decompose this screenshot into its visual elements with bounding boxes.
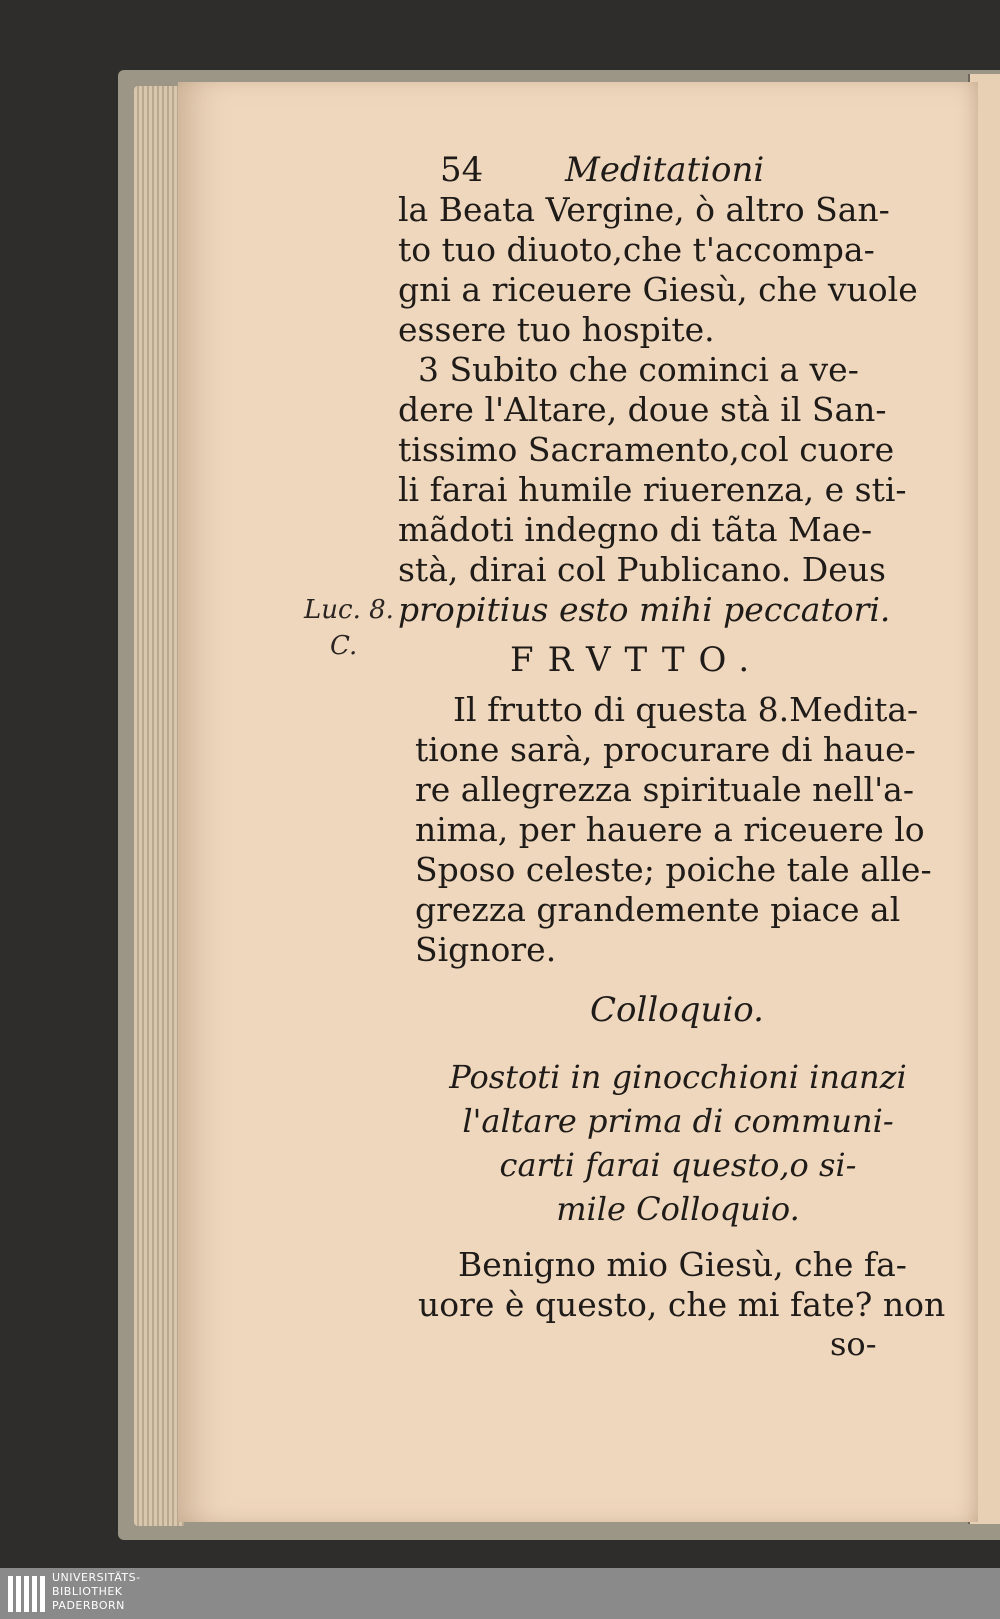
closing-line: uore è questo, che mi fate? non: [418, 1285, 946, 1324]
body-line: mãdoti indegno di tãta Mae-: [398, 510, 873, 549]
library-name-line: PADERBORN: [52, 1599, 125, 1612]
fruit-line: grezza grandemente piace al: [415, 890, 901, 929]
fruit-text-block: [415, 690, 932, 970]
body-line: la Beata Vergine, ò altro San-: [398, 190, 890, 229]
page-edges: [134, 86, 184, 1526]
body-text-block: [398, 190, 918, 630]
closing-text-block: [418, 1245, 945, 1325]
rubric-line: mile Colloquio.: [556, 1190, 800, 1228]
fruit-line: re allegrezza spirituale nell'a-: [415, 770, 914, 809]
body-line: dere l'Altare, doue stà il San-: [398, 390, 887, 429]
library-name-line: BIBLIOTHEK: [52, 1585, 123, 1598]
fruit-line: nima, per hauere a riceuere lo: [415, 810, 925, 849]
rubric-line: Postoti in ginocchioni inanzi: [449, 1058, 907, 1096]
catchword: so-: [830, 1325, 877, 1363]
page-number: 54: [440, 150, 484, 190]
rubric-line: l'altare prima di communi-: [462, 1102, 894, 1140]
margin-note-line: Luc. 8.: [304, 595, 394, 625]
fruit-line: Il frutto di questa 8.Medita-: [453, 690, 919, 729]
body-line: li farai humile riuerenza, e sti-: [398, 470, 907, 509]
fruit-line: tione sarà, procurare di haue-: [415, 730, 916, 769]
library-name: [52, 1571, 141, 1613]
section-heading-colloquio: Colloquio.: [590, 990, 764, 1030]
margin-note-line: C.: [330, 631, 358, 661]
body-line: gni a riceuere Giesù, che vuole: [398, 270, 918, 309]
body-line-latin: propitius esto mihi peccatori.: [398, 590, 891, 629]
fruit-line: Signore.: [415, 930, 557, 969]
library-name-line: UNIVERSITÄTS-: [52, 1571, 141, 1584]
body-line: tissimo Sacramento,col cuore: [398, 430, 895, 469]
section-heading-fruit: FRVTTO.: [510, 640, 764, 680]
body-line: to tuo diuoto,che t'accompa-: [398, 230, 875, 269]
body-line: stà, dirai col Publicano. Deus: [398, 550, 886, 589]
library-logo-icon: [6, 1574, 46, 1614]
margin-note: [304, 592, 394, 664]
fruit-line: Sposo celeste; poiche tale alle-: [415, 850, 932, 889]
body-line: essere tuo hospite.: [398, 310, 715, 349]
running-title: Meditationi: [565, 150, 765, 190]
body-line: 3 Subito che cominci a ve-: [418, 350, 859, 389]
rubric-block: [428, 1055, 928, 1231]
rubric-line: carti farai questo,o si-: [499, 1146, 857, 1184]
closing-line: Benigno mio Giesù, che fa-: [458, 1245, 907, 1284]
library-footer: [0, 1568, 1000, 1619]
